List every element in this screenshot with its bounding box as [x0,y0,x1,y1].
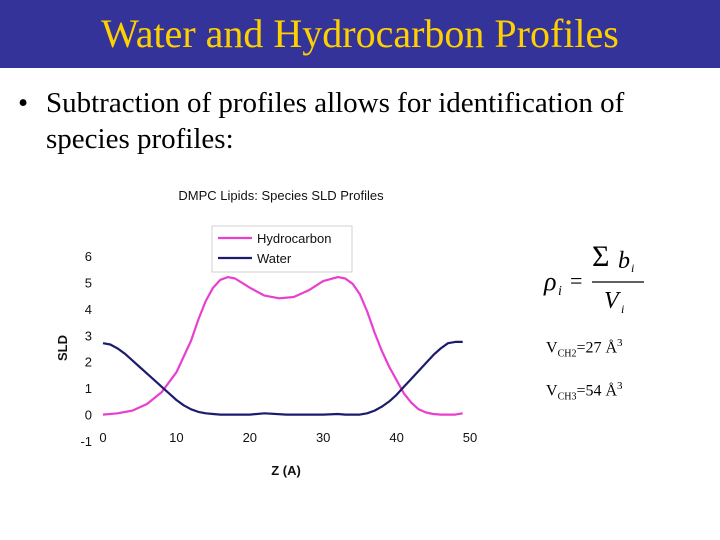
formula-numerator-sub: i [631,261,635,275]
formula-denominator-sub: i [621,302,625,316]
volume-ch3: $V_{CH3}=54$ $Å^3$ [546,380,623,403]
series-line-hydrocarbon [103,277,463,415]
y-tick-label: 3 [84,328,92,344]
formula-equals: = [570,268,583,293]
x-tick-label: 0 [99,430,107,445]
y-tick-label: 5 [84,275,92,291]
y-axis-label: SLD [55,335,70,361]
x-tick-label: 30 [315,430,331,445]
x-axis-label: Z (A) [271,463,301,478]
bullet-icon: • [18,87,29,119]
formula-rho-sub: i [558,284,562,299]
formula-rho: ρ [544,267,557,296]
bullet-text: Subtraction of profiles allows for identification of species profiles: [46,87,625,155]
y-tick-label: 0 [84,407,92,423]
y-tick-label: 1 [84,381,92,397]
sld-formula [540,238,650,316]
volume-ch2: $V_{CH2}=27$ $Å^3$ [546,337,623,360]
y-tick-label: 2 [84,354,92,370]
x-tick-label: 40 [389,430,404,445]
y-tick-label: -1 [80,434,92,449]
slide-title: Water and Hydrocarbon Profiles [101,11,619,56]
formula-denominator: V [604,288,619,314]
legend-label-hydrocarbon: Hydrocarbon [257,231,332,246]
y-tick-label: 6 [84,249,92,264]
x-tick-label: 10 [169,430,184,445]
formula-sum-icon: Σ [592,240,610,273]
series-line-water [103,342,463,415]
legend-label-water: Water [257,251,292,266]
x-tick-label: 20 [242,430,258,445]
x-tick-label: 50 [462,430,478,445]
y-tick-label: 4 [84,301,92,317]
formula-numerator: b [618,248,630,274]
chart-title: DMPC Lipids: Species SLD Profiles [178,188,384,203]
